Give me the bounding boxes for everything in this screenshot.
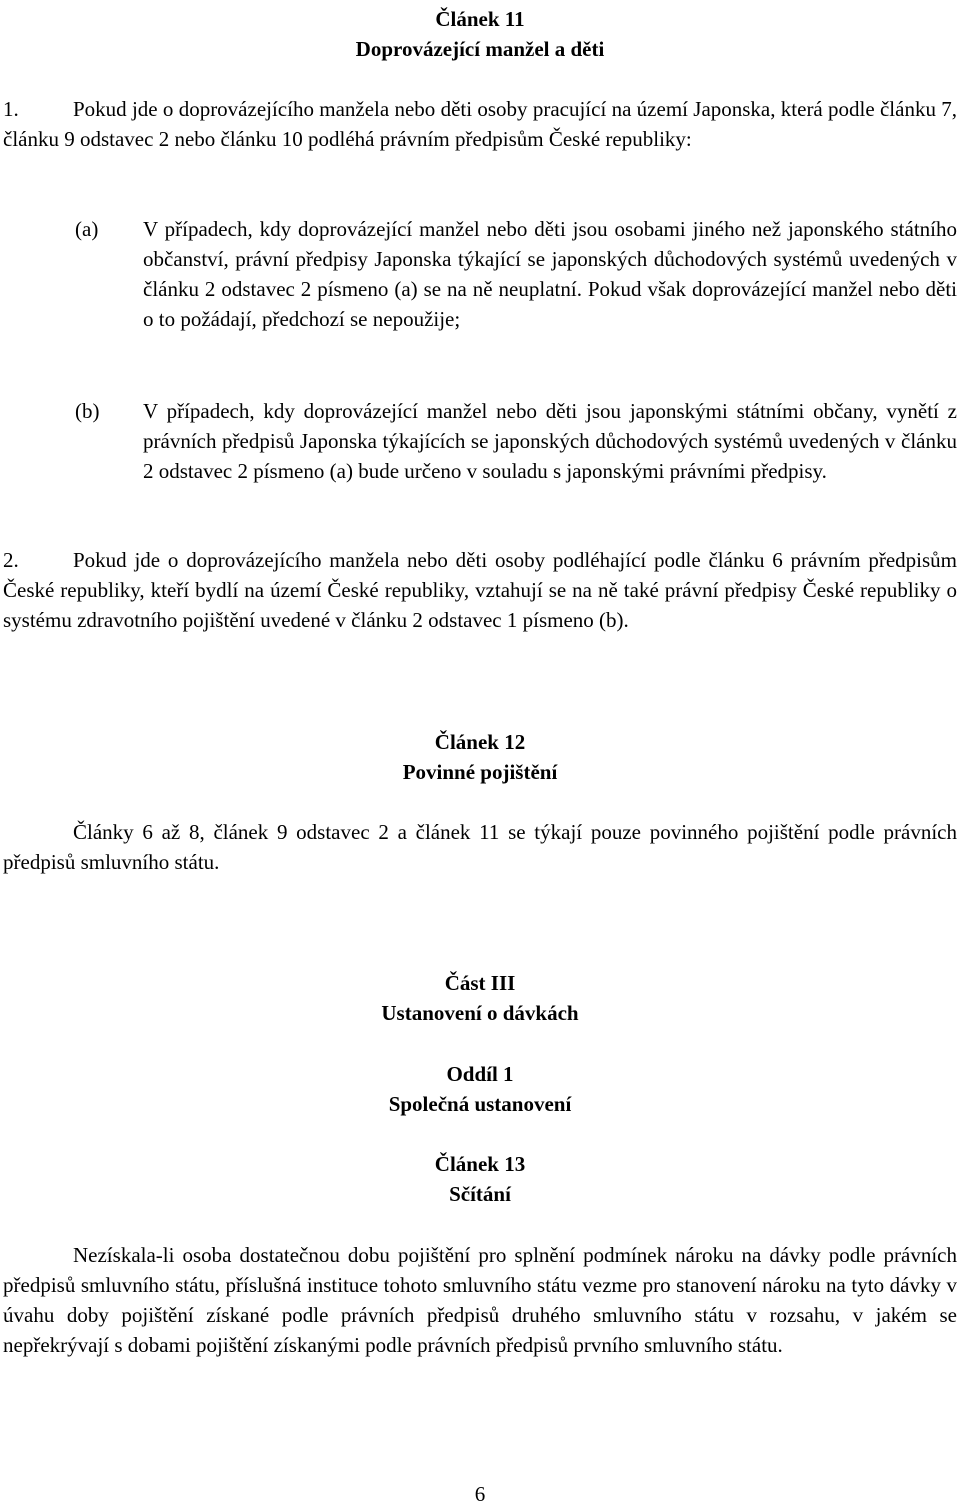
- item-a-label: (a): [75, 217, 99, 241]
- article-13-title: Článek 13: [434, 1152, 526, 1176]
- article-12-title: Článek 12: [434, 730, 526, 754]
- paragraph-2-number: 2.: [3, 548, 19, 572]
- part-3-title: Část III: [444, 971, 516, 995]
- article-11-title: Článek 11: [435, 7, 525, 31]
- item-b-text: V případech, kdy doprovázející manžel nebo děti jsou japonskými státními občany, vynětí z právních předpisů Japonska týkajících se japonských důchodových systémů uvedených v článku 2 odstavec 2 písmeno (a) bude určeno v souladu s japonskými právními předpisy.: [143, 399, 957, 483]
- article-12-body: Články 6 až 8, článek 9 odstavec 2 a článek 11 se týkají pouze povinného pojištění podle právních předpisů smluvního státu.: [3, 820, 957, 874]
- item-b-label: (b): [75, 399, 100, 423]
- article-13-text: [3, 1240, 957, 1360]
- section-1-title: Oddíl 1: [446, 1062, 514, 1086]
- paragraph-2-text: Pokud jde o doprovázejícího manžela nebo děti osoby podléhající podle článku 6 právním předpisům České republiky, kteří bydlí na území České republiky, vztahují se na ně také právní předpisy České republiky o systému zdravotního pojištění uvedené v článku 2 odstavec 1 písmeno (b).: [3, 548, 957, 632]
- part-3-subtitle: Ustanovení o dávkách: [381, 1001, 579, 1025]
- paragraph-1-number: 1.: [3, 97, 19, 121]
- article-13-subtitle: Sčítání: [449, 1182, 511, 1206]
- article-13-body: Nezískala-li osoba dostatečnou dobu pojištění pro splnění podmínek nároku na dávky podle právních předpisů smluvního státu, příslušná instituce tohoto smluvního státu vezme pro stanovení nároku na tyto dávky v úvahu doby pojištění získané podle právních předpisů druhého smluvního státu v rozsahu, v jakém se nepřekrývají s dobami pojištění získanými podle právních předpisů prvního smluvního státu.: [3, 1243, 957, 1357]
- article-11-subtitle: Doprovázející manžel a děti: [355, 37, 605, 61]
- item-a-text: V případech, kdy doprovázející manžel nebo děti jsou osobami jiného než japonského státního občanství, právní předpisy Japonska týkající se japonských důchodových systémů uvedených v článku 2 odstavec 2 písmeno (a) se na ně neuplatní. Pokud však doprovázející manžel nebo děti o to požádají, předchozí se nepoužije;: [143, 217, 957, 331]
- article-12-text: [3, 817, 957, 877]
- article-11-paragraph-1: [3, 94, 957, 154]
- article-12-subtitle: Povinné pojištění: [402, 760, 558, 784]
- section-1-subtitle: Společná ustanovení: [388, 1092, 572, 1116]
- paragraph-1-text: Pokud jde o doprovázejícího manžela nebo děti osoby pracující na území Japonska, která podle článku 7, článku 9 odstavec 2 nebo článku 10 podléhá právním předpisům České republiky:: [3, 97, 957, 151]
- article-11-paragraph-2: [3, 545, 957, 635]
- page-number: 6: [474, 1482, 486, 1506]
